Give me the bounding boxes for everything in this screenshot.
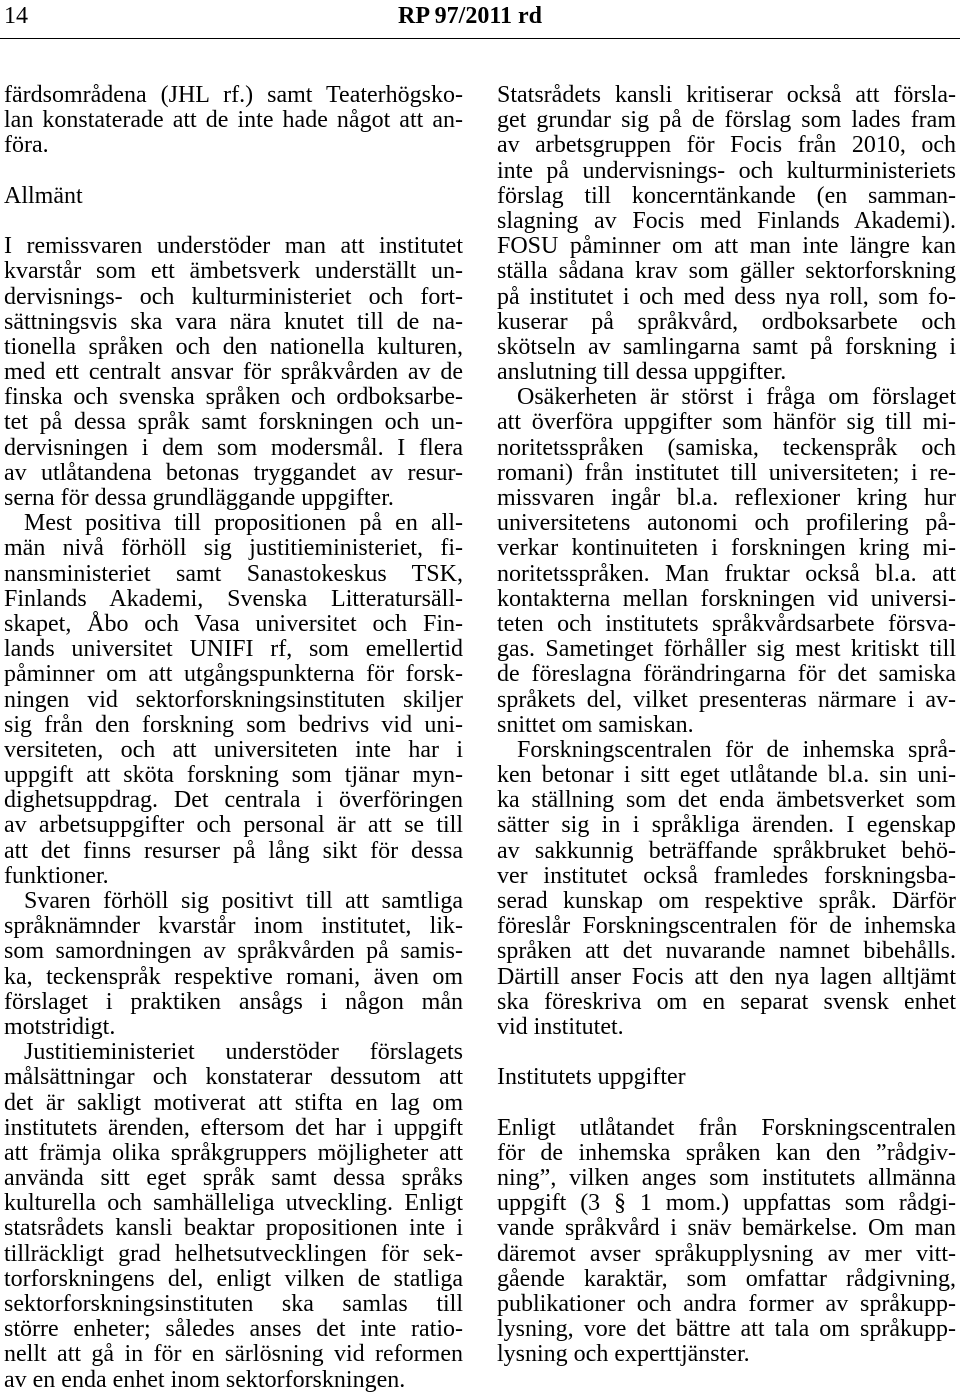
text-line: målsättningar och konstaterar dessutom att (4, 1064, 463, 1091)
text-line: get grundar sig på de förslag som lades fram (497, 107, 956, 134)
text-line: ska föreskriva om en separat svensk enhet (497, 988, 956, 1015)
text-line: lan konstaterade att de inte hade något att an- (4, 107, 463, 134)
paragraph (497, 83, 956, 385)
text-line: verkar kontinuiteten i forskningen kring mi- (497, 535, 956, 562)
section-heading: Allmänt (4, 182, 83, 209)
text-line: sätter sig in i språkliga ärenden. I egenskap (497, 812, 956, 839)
text-line: funktioner. (4, 862, 109, 889)
text-line: av utlåtandena betonas tryggandet av resur- (4, 459, 463, 486)
text-line: ning”, vilken anges som institutets allmänna (497, 1165, 956, 1192)
text-line: att det finns resurser på lång sikt för dessa (4, 837, 463, 864)
text-line: tet på dessa språk samt forskningen och un- (4, 409, 463, 436)
text-line: det är sakligt motiverat att stifta en lag om (4, 1089, 463, 1116)
text-line: tillräckligt grad helhetsutvecklingen för sek- (4, 1240, 463, 1267)
text-line: snittet om samiskan. (497, 711, 694, 738)
text-line: som samordningen av språkvården på samis- (4, 938, 463, 965)
text-line: nansministeriet samt Sanastokeskus TSK, (4, 560, 463, 587)
text-line: språken att det nuvarande namnet bibehålls. (497, 938, 956, 965)
text-line: publikationer och andra former av språkupp- (497, 1291, 956, 1317)
text-line: för de inhemska språken kan den ”rådgiv- (497, 1139, 956, 1166)
text-line: av sakkunnig beträffande språkbruket behö- (497, 837, 956, 864)
text-line: påminner om att utgångspunkterna för forsk- (4, 661, 463, 688)
text-line: förslaget i praktiken ansågs i någon mån (4, 988, 463, 1015)
text-line: föra. (4, 132, 49, 159)
text-line: kulturella och samhälleliga utveckling. Enligt (4, 1190, 463, 1217)
text-line: tionella språken och den nationella kulturen, (4, 333, 463, 360)
text-line: teten och institutets språkvårdsarbete försva- (497, 610, 956, 637)
text-line: uppgift (3 § 1 mom.) uppfattas som rådgi- (497, 1190, 956, 1217)
text-line: lysning, vore det bättre att tala om språkupp- (497, 1316, 956, 1343)
text-line: Osäkerheten är störst i fråga om förslaget (517, 384, 956, 411)
text-line: dervisningen i dem som modersmål. I flera (4, 434, 463, 461)
text-line: Mest positiva till propositionen på en all- (24, 510, 463, 537)
text-line: dighetsuppdrag. Det centrala i överföringen (4, 787, 463, 814)
text-line: sektorforskningsinstituten ska samlas till (4, 1291, 463, 1317)
text-line: skapet, Åbo och Vasa universitet och Fin- (4, 610, 463, 637)
text-line: de föreslagna förändringarna för det samiska (497, 661, 956, 688)
text-line: språknämnder kvarstår inom institutet, lik- (4, 913, 463, 940)
text-line: ver institutet också framledes forskningsba- (497, 862, 956, 889)
text-line: I remissvaren understöder man att institutet (4, 233, 463, 260)
text-line: använda sitt eget språk samt dessa språks (4, 1165, 463, 1192)
text-line: anslutning till dessa uppgifter. (497, 359, 787, 386)
text-line: vande språkvård i snäv bemärkelse. Om man (497, 1215, 956, 1242)
text-line: sig från den forskning som bedrivs vid uni- (4, 711, 463, 738)
text-line: noritetsspråken (samiska, teckenspråk och (497, 434, 956, 461)
section-heading: Institutets uppgifter (497, 1064, 686, 1091)
text-line: dervisnings- och kulturministeriet och fort- (4, 283, 463, 310)
text-line: kvarstår som ett ämbetsverk underställt un- (4, 258, 463, 285)
text-line: män nivå förhöll sig justitieministeriet, fi- (4, 535, 463, 562)
text-line: uppgift att sköta forskning som tjänar myn- (4, 762, 463, 789)
text-line: att överföra uppgifter som hänför sig till mi- (497, 409, 956, 436)
right-column (497, 83, 956, 1368)
text-line: serad kunskap om respektive språk. Därför (497, 888, 956, 914)
text-line: av en enda enhet inom sektorforskningen. (4, 1366, 406, 1393)
paragraph (4, 511, 463, 889)
text-line: på institutet i och med dess nya roll, som fo- (497, 283, 956, 310)
text-line: ningen vid sektorforskningsinstituten skiljer (4, 686, 463, 713)
text-line: större enheter; således anses det inte ratio- (4, 1316, 463, 1343)
text-line: vid institutet. (497, 1013, 624, 1040)
text-line: kontakterna mellan forskningen vid universi- (497, 585, 956, 612)
text-line: Justitieministeriet understöder förslagets (24, 1039, 463, 1066)
paragraph (4, 83, 463, 159)
text-line: skötseln av samlingarna samt på forskning i (497, 333, 956, 360)
text-line: att främja olika språkgruppers möjligheter att (4, 1139, 463, 1166)
text-line: förslag till koncerntänkande (en samman- (497, 182, 956, 209)
text-line: Forskningscentralen för de inhemska språ- (517, 736, 956, 763)
page-number: 14 (4, 3, 28, 29)
text-line: serna för dessa grundläggande uppgifter. (4, 485, 394, 511)
text-line: av arbetsuppgifter och personal är att se till (4, 812, 463, 839)
paragraph (4, 1040, 463, 1393)
text-line: missvaren ingår bl.a. reflexioner kring hur (497, 485, 956, 511)
text-line: inte på undervisnings- och kulturministeriets (497, 157, 956, 184)
document-id: RP 97/2011 rd (398, 3, 543, 29)
text-line: Statsrådets kansli kritiserar också att försla- (497, 82, 956, 108)
text-line: Därtill anser Focis att den nya lagen alltjämt (497, 963, 956, 990)
text-line: kuserar på språkvård, ordboksarbete och (497, 308, 956, 335)
text-line: motstridigt. (4, 1013, 116, 1040)
paragraph (497, 738, 956, 1040)
text-line: Finlands Akademi, Svenska Litteratursäll- (4, 585, 463, 612)
text-line: noritetsspråken. Man fruktar också bl.a. att (497, 560, 956, 587)
text-line: lands universitet UNIFI rf, som emellertid (4, 636, 463, 663)
text-line: finska och svenska språken och ordboksarbe- (4, 384, 463, 411)
text-line: ställa sådana krav som gäller sektorforskning (497, 258, 956, 285)
text-line: sättningsvis ska vara nära knutet till de na- (4, 308, 463, 335)
header-divider (0, 38, 960, 39)
text-line: språkets del, vilket presenteras närmare i av- (497, 686, 956, 713)
text-line: med ett centralt ansvar för språkvården av de (4, 359, 463, 386)
paragraph (4, 234, 463, 511)
text-line: institutets ärenden, eftersom det har i uppgift (4, 1114, 463, 1141)
text-line: FOSU påminner om att man inte längre kan (497, 233, 956, 260)
text-line: romani) från institutet till universiteten; i re- (497, 459, 956, 486)
text-line: lysning och experttjänster. (497, 1341, 750, 1368)
paragraph (497, 1116, 956, 1368)
text-line: nellt att gå in för en särlösning vid reformen (4, 1341, 463, 1368)
text-line: torforskningens del, enligt vilken de statliga (4, 1265, 463, 1292)
text-line: universitetens autonomi och profilering på- (497, 510, 956, 537)
text-line: gående karaktär, som omfattar rådgivning, (497, 1265, 956, 1292)
text-line: av arbetsgruppen för Focis från 2010, och (497, 132, 956, 159)
text-line: statsrådets kansli beaktar propositionen inte i (4, 1215, 463, 1242)
text-line: föreslår Forskningscentralen för de inhemska (497, 913, 956, 940)
paragraph (497, 385, 956, 738)
text-line: färdsområdena (JHL rf.) samt Teaterhögsko- (4, 82, 463, 108)
paragraph (4, 889, 463, 1040)
text-line: Svaren förhöll sig positivt till att samtliga (24, 888, 463, 914)
text-line: ken betonar i sitt eget utlåtande bl.a. sin uni- (497, 762, 956, 789)
text-line: versiteten, och att universiteten inte har i (4, 736, 463, 763)
text-line: gas. Sametinget förhåller sig mest kritiskt till (497, 636, 956, 663)
text-line: ka, teckenspråk respektive romani, även om (4, 963, 463, 990)
text-line: däremot avser språkupplysning av mer vitt- (497, 1240, 956, 1267)
text-line: slagning av Focis med Finlands Akademi). (497, 207, 956, 234)
text-line: Enligt utlåtandet från Forskningscentralen (497, 1114, 956, 1141)
page-header (0, 0, 960, 38)
left-column (4, 83, 463, 1393)
text-line: ka ställning som det enda ämbetsverket som (497, 787, 956, 814)
